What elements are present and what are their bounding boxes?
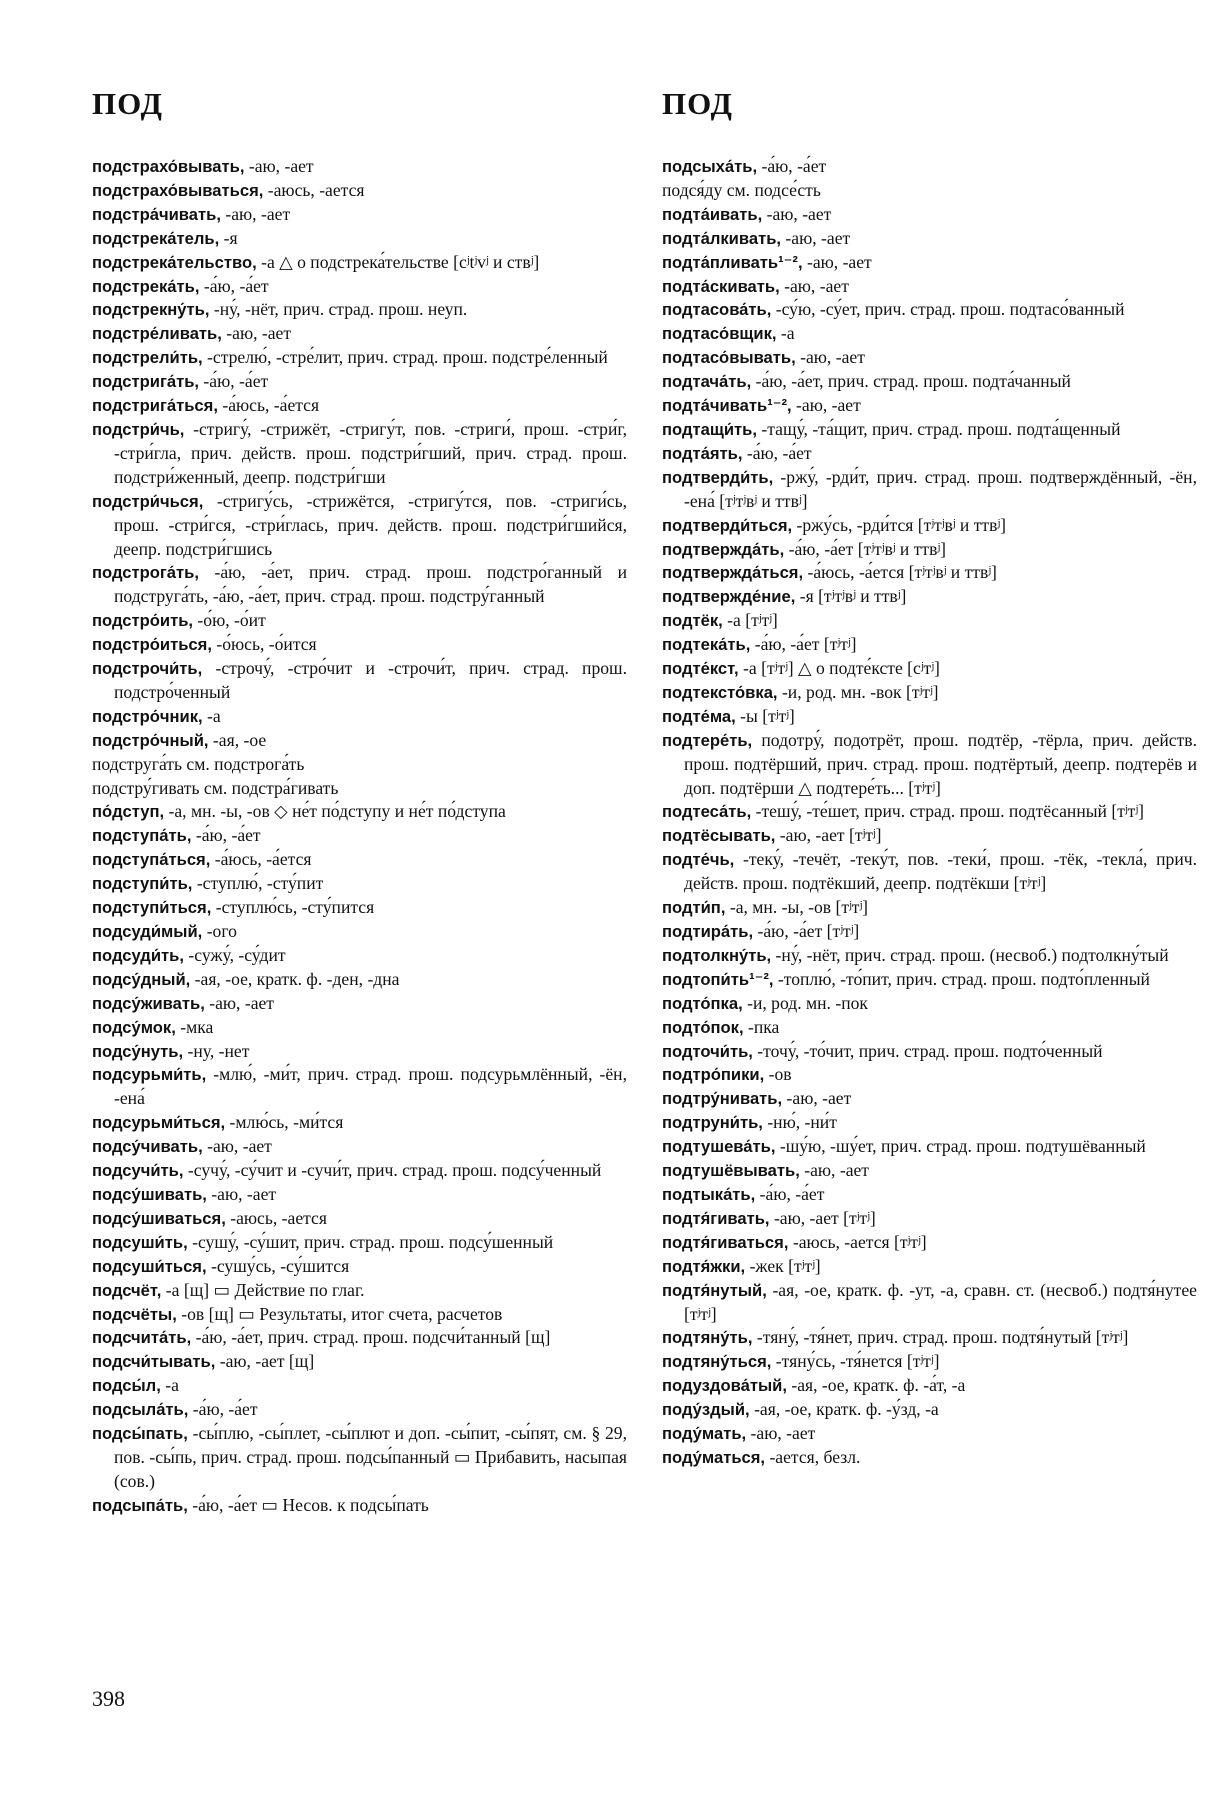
entry-forms: -тащу́, -та́щит, прич. страд. прош. подта́щенный (756, 418, 1121, 439)
dictionary-entry (662, 681, 1197, 705)
headword: подступи́ться, (92, 898, 212, 918)
dictionary-entry (92, 1159, 627, 1183)
entry-forms: -ая, -ое, кратк. ф. -ут, -а, сравн. ст. (несвоб.) подтя́нутее [тʲтʲ] (684, 1279, 1197, 1324)
headword: подстрига́ться, (92, 396, 218, 416)
headword: подта́ять, (662, 443, 743, 463)
entry-forms: -аю, -ает [тʲтʲ] (769, 1207, 876, 1228)
entry-forms: подотру́, подотрёт, прош. подтёр, -тёрла, прич. действ. прош. подтёрший, прич. страд. прош. подтёртый, деепр. подтерёв и доп. подтёрши △ подтере́ть... [тʲтʲ] (684, 729, 1197, 798)
headword: подтя́жки, (662, 1256, 746, 1276)
entry-forms: -пка (743, 1016, 780, 1037)
dictionary-entry (662, 466, 1197, 514)
entry-forms: -стрелю́, -стре́лит, прич. страд. прош. подстре́ленный (202, 347, 608, 368)
dictionary-entry (662, 275, 1197, 299)
dictionary-entry (662, 824, 1197, 848)
headword: подсы́л, (92, 1376, 161, 1396)
headword: подтверди́ть, (662, 467, 774, 487)
dictionary-entry (662, 322, 1197, 346)
dictionary-entry (92, 800, 627, 824)
headword: подсурьми́ться, (92, 1113, 226, 1133)
dictionary-entry (92, 1135, 627, 1159)
entry-forms: -а́юсь, -а́ется (210, 849, 312, 870)
headword: подтача́ть, (662, 372, 752, 392)
headword: подтащи́ть, (662, 419, 757, 439)
headword: подтя́гиваться, (662, 1232, 789, 1252)
entry-forms: -ню́, -ни́т (762, 1112, 837, 1133)
dictionary-entry (662, 848, 1197, 896)
dictionary-entry (662, 1183, 1197, 1207)
entry-forms: -а́ю, -а́ет [тʲтʲвʲ и ттвʲ] (784, 538, 947, 559)
entry-forms: -тяну́сь, -тя́нется [тʲтʲ] (771, 1351, 940, 1372)
entry-forms: -аю, -ает [щ] (215, 1351, 315, 1372)
headword: подтушёвывать, (662, 1161, 800, 1181)
dictionary-entry (662, 1350, 1197, 1374)
entry-forms: -аюсь, -ается (263, 179, 365, 200)
headword: подсу́живать, (92, 993, 205, 1013)
dictionary-entry (662, 633, 1197, 657)
entry-forms: -ступлю́сь, -сту́пится (211, 897, 375, 918)
dictionary-entry (92, 992, 627, 1016)
entry-forms: -а (202, 705, 221, 726)
headword: подте́чь, (662, 850, 735, 870)
dictionary-entry (662, 514, 1197, 538)
dictionary-entry (92, 968, 627, 992)
headword: подтолкну́ть, (662, 945, 772, 965)
dictionary-entry (662, 538, 1197, 562)
headword: подтопи́ть¹⁻², (662, 969, 774, 989)
dictionary-entry (662, 1326, 1197, 1350)
headword: подстрога́ть, (92, 563, 199, 583)
entry-forms: -а́ю, -а́ет (199, 371, 269, 392)
headword: подтира́ть, (662, 922, 754, 941)
right-column (662, 155, 1197, 1470)
headword: подсчёт, (92, 1280, 162, 1300)
entry-forms: -аю, -ает (802, 251, 872, 272)
entry-forms: -стригу́сь, -стрижётся, -стригу́тся, пов. -стриги́сь, прош. -стри́гся, -стри́глась, прич. действ. прош. подстри́гшийся, деепр. подстри́гшись (114, 490, 627, 559)
dictionary-entry (662, 442, 1197, 466)
headword: подта́лкивать, (662, 228, 782, 248)
headword: подсу́дный, (92, 969, 191, 989)
entry-forms: -и, род. мн. -вок [тʲтʲ] (777, 681, 939, 702)
entry-forms: -ая, -ое (208, 729, 267, 750)
headword: подсу́шивать, (92, 1184, 207, 1204)
headword: подступа́ть, (92, 826, 192, 846)
entry-forms: -теку́, -течёт, -теку́т, пов. -теки́, прош. -тёк, -текла́, прич. действ. прош. подтёкший, деепр. подтёкши [тʲтʲ] (684, 849, 1197, 894)
entry-forms: -а [тʲтʲ] △ о подте́ксте [сʲтʲ] (738, 658, 940, 679)
headword: подтяну́ться, (662, 1352, 772, 1372)
dictionary-entry (662, 418, 1197, 442)
headword: подтека́ть, (662, 635, 751, 655)
entry-forms: -а́ю, -а́ет, прич. страд. прош. подстро́ганный и подструга́ть, -а́ю, -а́ет, прич. страд. прош. подстру́ганный (114, 562, 627, 607)
entry-forms: -тешу́, -те́шет, прич. страд. прош. подтёсанный [тʲтʲ] (751, 801, 1144, 822)
entry-forms: -строчу́, -стро́чит и -строчи́т, прич. страд. прош. подстро́ченный (114, 658, 627, 702)
dictionary-entry (92, 1207, 627, 1231)
entry-forms: -сушу́сь, -су́шится (206, 1255, 350, 1276)
dictionary-entry (92, 1279, 627, 1303)
headword: подта́пливать¹⁻², (662, 252, 803, 272)
entry-forms: -ов (764, 1064, 792, 1085)
headword: подсуди́мый, (92, 922, 203, 941)
headword: подсу́мок, (92, 1017, 176, 1037)
entry-forms: -топлю́, -то́пит, прич. страд. прош. подто́пленный (773, 968, 1150, 989)
dictionary-entry (92, 298, 627, 322)
headword: подто́пка, (662, 993, 743, 1013)
headword: подстрели́ть, (92, 348, 203, 368)
entry-forms: -тяну́, -тя́нет, прич. страд. прош. подтя́нутый [тʲтʲ] (752, 1327, 1129, 1348)
entry-forms: -ну́, -нёт, прич. страд. прош. неуп. (209, 299, 468, 320)
entry-forms: -а́юсь, -а́ется (217, 395, 320, 416)
headword: подтёсывать, (662, 826, 776, 846)
headword: подсыха́ть, (662, 157, 758, 176)
dictionary-entry (662, 1087, 1197, 1111)
entry-forms: -аю, -ает (791, 395, 861, 416)
dictionary-entry (662, 1135, 1197, 1159)
entry-forms: -и, род. мн. -пок (742, 992, 868, 1013)
headword: подтасо́вщик, (662, 324, 777, 344)
entry-forms: -су́ю, -су́ет, прич. страд. прош. подтасо́ванный (771, 299, 1125, 320)
entry-forms: -ая, -ое, кратк. ф. -ден, -дна (190, 968, 400, 989)
dictionary-entry (92, 322, 627, 346)
dictionary-entry (662, 1063, 1197, 1087)
headword: подстрахо́вываться, (92, 180, 264, 200)
headword: подстрекну́ть, (92, 300, 210, 320)
entry-forms: -ы [тʲтʲ] (735, 705, 795, 726)
dictionary-entry (92, 729, 627, 753)
entry-forms: -сужу́, -су́дит (183, 944, 286, 965)
dictionary-entry (662, 1422, 1197, 1446)
dictionary-entry (92, 824, 627, 848)
dictionary-entry (662, 155, 1197, 179)
dictionary-entry (662, 705, 1197, 729)
dictionary-entry (92, 1303, 627, 1327)
entry-forms: -о́юсь, -о́ится (211, 634, 317, 655)
headword: подсчита́ть, (92, 1328, 192, 1348)
headword: подто́пок, (662, 1017, 744, 1037)
entry-forms: -мка (175, 1016, 214, 1037)
headword: подступа́ться, (92, 850, 211, 870)
dictionary-entry (92, 1183, 627, 1207)
headword: подстро́ить, (92, 611, 194, 631)
dictionary-entry (92, 346, 627, 370)
headword: подсуши́ться, (92, 1256, 207, 1276)
headword: подтушева́ть, (662, 1137, 776, 1157)
left-column (92, 155, 627, 1518)
entry-forms: -аю, -ает (202, 1136, 272, 1157)
dictionary-entry (662, 1207, 1197, 1231)
entry-forms: -ая, -ое, кратк. ф. -а́т, -а (786, 1375, 966, 1396)
entry-forms: -а́ю, -а́ет [тʲтʲ] (750, 634, 857, 655)
entry-forms: -а́ю, -а́ет (757, 156, 827, 176)
headword: подтверди́ться, (662, 515, 793, 535)
dictionary-entry (92, 370, 627, 394)
headword: поду́маться, (662, 1447, 766, 1467)
dictionary-entry (662, 1231, 1197, 1255)
headword: поду́здый, (662, 1400, 750, 1420)
entry-forms: -жек [тʲтʲ] (745, 1255, 821, 1276)
dictionary-entry (662, 729, 1197, 801)
headword: подтере́ть, (662, 730, 753, 750)
dictionary-entry (662, 800, 1197, 824)
dictionary-entry (92, 1111, 627, 1135)
entry-forms: -а [щ] ▭ Действие по глаг. (161, 1279, 365, 1300)
dictionary-entry (662, 1279, 1197, 1327)
dictionary-entry (662, 394, 1197, 418)
headword: подсчёты, (92, 1304, 177, 1324)
dictionary-entry (92, 1422, 627, 1494)
dictionary-entry (92, 705, 627, 729)
headword: подсурьми́ть, (92, 1065, 207, 1085)
headword: подтро́пики, (662, 1065, 765, 1085)
entry-forms: -ну, -нет (183, 1040, 250, 1061)
dictionary-entry (92, 394, 627, 418)
headword: подта́чивать¹⁻², (662, 396, 792, 416)
headword: подсу́шиваться, (92, 1208, 226, 1228)
headword: подтру́нивать, (662, 1089, 783, 1109)
entry-forms: -сушу́, -су́шит, прич. страд. прош. подсу́шенный (187, 1231, 554, 1252)
dictionary-entry (92, 609, 627, 633)
dictionary-entry (662, 251, 1197, 275)
entry-forms: -а (160, 1375, 179, 1396)
entry-forms: -аюсь, -ается (225, 1207, 327, 1228)
headword: подстре́ливать, (92, 324, 222, 344)
entry-forms: -аю, -ает (781, 227, 851, 248)
entry-forms: -а́ю, -а́ет (199, 275, 269, 296)
running-head-left: ПОД (92, 86, 164, 121)
dictionary-entry (662, 227, 1197, 251)
entry-forms: -ржу́сь, -рди́тся [тʲтʲвʲ и ттвʲ] (792, 514, 1006, 535)
dictionary-entry (662, 1255, 1197, 1279)
headword: подстрека́тельство, (92, 252, 257, 272)
dictionary-entry (662, 1159, 1197, 1183)
headword: подсчи́тывать, (92, 1352, 216, 1372)
dictionary-entry (662, 298, 1197, 322)
entry-forms: -аюсь, -ается [тʲтʲ] (788, 1231, 927, 1252)
dictionary-entry (662, 370, 1197, 394)
dictionary-entry (662, 609, 1197, 633)
dictionary-entry (92, 872, 627, 896)
entry-forms: -аю, -ает (762, 203, 832, 224)
entry-forms: -ая, -ое, кратк. ф. -у́зд, -а (749, 1399, 939, 1420)
page-number: 398 (92, 1686, 125, 1711)
headword: подтасова́ть, (662, 300, 772, 320)
entry-forms: подстру́гивать см. подстра́гивать (92, 777, 339, 798)
headword: подсуди́ть, (92, 945, 184, 965)
entry-forms: -аю, -ает (746, 1423, 816, 1444)
dictionary-entry (92, 490, 627, 562)
entry-forms: -ступлю́, -сту́пит (192, 873, 324, 894)
dictionary-entry (662, 585, 1197, 609)
dictionary-entry (662, 896, 1197, 920)
entry-forms: -а́ю, -а́ет (191, 825, 261, 846)
headword: подстрека́тель, (92, 228, 220, 248)
headword: подсы́пать, (92, 1424, 188, 1444)
dictionary-entry (662, 657, 1197, 681)
dictionary-entry (662, 1374, 1197, 1398)
headword: подстрига́ть, (92, 372, 200, 392)
entry-forms: -ов [щ] ▭ Результаты, итог счета, расчетов (176, 1303, 503, 1324)
headword: подтеса́ть, (662, 802, 752, 822)
headword: подсуши́ть, (92, 1232, 188, 1252)
dictionary-entry (662, 1040, 1197, 1064)
entry-forms: -а́юсь, -а́ется [тʲтʲвʲ и ттвʲ] (803, 562, 997, 583)
dictionary-entry (92, 275, 627, 299)
entry-forms: -а (776, 323, 795, 344)
headword: подтасо́вывать, (662, 348, 796, 368)
headword: подтыка́ть, (662, 1184, 756, 1204)
headword: подстри́чься, (92, 491, 204, 511)
entry-forms: -о́ю, -о́ит (193, 610, 266, 631)
headword: подуздова́тый, (662, 1376, 787, 1396)
entry-forms: -ается, безл. (765, 1446, 861, 1467)
entry-forms: -аю, -ает (799, 1160, 870, 1181)
entry-forms: -а́ю, -а́ет [тʲтʲ] (753, 921, 860, 941)
headword: подтёк, (662, 611, 723, 631)
headword: подтруни́ть, (662, 1113, 763, 1133)
dictionary-entry (92, 777, 627, 801)
entry-forms: -а △ о подстрека́тельстве [cʲtʲvʲ и ствʲ] (256, 251, 540, 272)
entry-forms: -а́ю, -а́ет (755, 1183, 825, 1204)
dictionary-entry (92, 418, 627, 490)
entry-forms: -млю́сь, -ми́тся (225, 1112, 344, 1133)
dictionary-entry (92, 1398, 627, 1422)
headword: подтя́гивать, (662, 1208, 770, 1228)
headword: подтя́нутый, (662, 1280, 767, 1300)
entry-forms: -аю, -ает (244, 156, 314, 176)
headword: подсыпа́ть, (92, 1495, 188, 1515)
headword: подступи́ть, (92, 874, 193, 894)
headword: подте́ма, (662, 706, 736, 726)
entry-forms: -сучу́, -су́чит и -сучи́т, прич. страд. прош. подсу́ченный (183, 1160, 602, 1181)
headword: подсу́чивать, (92, 1137, 203, 1157)
dictionary-entry (92, 1374, 627, 1398)
entry-forms: подся́ду см. подсе́сть (662, 179, 821, 200)
dictionary-entry (92, 920, 627, 944)
entry-forms: -а, мн. -ы, -ов ◇ не́т по́дступу и не́т по́дступа (164, 801, 506, 822)
headword: подтвержда́ться, (662, 563, 804, 583)
headword: подстрочи́ть, (92, 659, 203, 679)
dictionary-entry (92, 251, 627, 275)
dictionary-entry (92, 1016, 627, 1040)
headword: подтексто́вка, (662, 682, 778, 702)
dictionary-entry (662, 1446, 1197, 1470)
dictionary-entry (662, 968, 1197, 992)
dictionary-entry (92, 896, 627, 920)
headword: подти́п, (662, 898, 726, 918)
entry-forms: -а́ю, -а́ет, прич. страд. прош. подта́чанный (751, 371, 1071, 392)
dictionary-entry (662, 203, 1197, 227)
dictionary-entry (92, 657, 627, 705)
headword: подсу́нуть, (92, 1041, 184, 1061)
entry-forms: -а, мн. -ы, -ов [тʲтʲ] (725, 897, 869, 918)
dictionary-entry (92, 179, 627, 203)
headword: по́дступ, (92, 802, 165, 822)
dictionary-entry (92, 633, 627, 657)
running-head-right: ПОД (662, 86, 734, 121)
dictionary-entry (662, 561, 1197, 585)
entry-forms: -я [тʲтʲвʲ и ттвʲ] (795, 586, 907, 607)
headword: подтвержда́ть, (662, 539, 785, 559)
headword: подта́ивать, (662, 204, 763, 224)
dictionary-entry (92, 1231, 627, 1255)
dictionary-entry (92, 1040, 627, 1064)
entry-forms: -аю, -ает [тʲтʲ] (775, 825, 882, 846)
headword: подсыла́ть, (92, 1400, 189, 1420)
headword: подстрахо́вывать, (92, 157, 245, 176)
entry-forms: -сы́плю, -сы́плет, -сы́плют и доп. -сы́пит, -сы́пят, см. § 29, пов. -сы́пь, прич. страд. прош. подсы́панный ▭ Прибавить, насыпая (сов.) (114, 1423, 627, 1491)
headword: подстрека́ть, (92, 276, 200, 296)
headword: подстри́чь, (92, 419, 185, 439)
entry-forms: -аю, -ает (782, 1088, 852, 1109)
entry-forms: -млю́, -ми́т, прич. страд. прош. подсурьмлённый, -ён, -ена́ (114, 1064, 627, 1109)
entry-forms: -а [тʲтʲ] (722, 610, 778, 631)
entry-forms: -а́ю, -а́ет (188, 1399, 258, 1420)
entry-forms: -я (219, 227, 238, 248)
entry-forms: -ржу́, -рди́т, прич. страд. прош. подтверждённый, -ён, -ена́ [тʲтʲвʲ и ттвʲ] (684, 466, 1197, 511)
entry-forms: -аю, -ает (779, 275, 849, 296)
dictionary-entry (92, 1063, 627, 1111)
dictionary-entry (92, 227, 627, 251)
dictionary-entry (662, 1111, 1197, 1135)
headword: подстро́иться, (92, 635, 212, 655)
headword: подте́кст, (662, 659, 739, 679)
dictionary-entry (662, 920, 1197, 944)
dictionary-entry (92, 848, 627, 872)
dictionary-entry (92, 753, 627, 777)
headword: поду́мать, (662, 1424, 747, 1444)
dictionary-entry (662, 346, 1197, 370)
entry-forms: -а́ю, -а́ет (742, 442, 812, 463)
dictionary-entry (92, 1326, 627, 1350)
entry-forms: -стригу́, -стрижёт, -стригу́т, пов. -стриги́, прош. -стри́г, -стри́гла, прич. действ. прош. подстри́гший, прич. страд. прош. подстри́женный, деепр. подстри́гши (114, 418, 627, 487)
headword: подтвержде́ние, (662, 587, 796, 607)
entry-forms: -аю, -ает (220, 203, 291, 224)
dictionary-entry (92, 1350, 627, 1374)
entry-forms: -а́ю, -а́ет ▭ Несов. к подсы́пать (187, 1494, 429, 1515)
dictionary-entry (662, 1016, 1197, 1040)
dictionary-entry (92, 1255, 627, 1279)
dictionary-entry (92, 944, 627, 968)
entry-forms: подструга́ть см. подстрога́ть (92, 753, 305, 774)
dictionary-entry (662, 1398, 1197, 1422)
dictionary-entry (92, 1494, 627, 1518)
entry-forms: -аю, -ает (204, 992, 275, 1013)
dictionary-entry (662, 179, 1197, 203)
dictionary-entry (92, 203, 627, 227)
headword: подстро́чник, (92, 706, 203, 726)
entry-forms: -точу́, -то́чит, прич. страд. прош. подто́ченный (752, 1040, 1103, 1061)
headword: подточи́ть, (662, 1041, 753, 1061)
entry-forms: -аю, -ает (795, 347, 865, 368)
entry-forms: -а́ю, -а́ет, прич. страд. прош. подсчи́танный [щ] (191, 1327, 551, 1348)
entry-forms: -ого (202, 921, 237, 941)
headword: подта́скивать, (662, 276, 780, 296)
dictionary-entry (92, 561, 627, 609)
headword: подсучи́ть, (92, 1161, 184, 1181)
entry-forms: -шу́ю, -шу́ет, прич. страд. прош. подтушёванный (775, 1136, 1146, 1157)
dictionary-entry (662, 992, 1197, 1016)
headword: подстро́чный, (92, 730, 209, 750)
headword: подстра́чивать, (92, 204, 221, 224)
dictionary-entry (662, 944, 1197, 968)
dictionary-entry (92, 155, 627, 179)
headword: подтяну́ть, (662, 1328, 753, 1348)
entry-forms: -ну́, -нёт, прич. страд. прош. (несвоб.) подтолкну́тый (771, 944, 1169, 965)
entry-forms: -аю, -ает (221, 323, 292, 344)
entry-forms: -аю, -ает (206, 1183, 277, 1204)
